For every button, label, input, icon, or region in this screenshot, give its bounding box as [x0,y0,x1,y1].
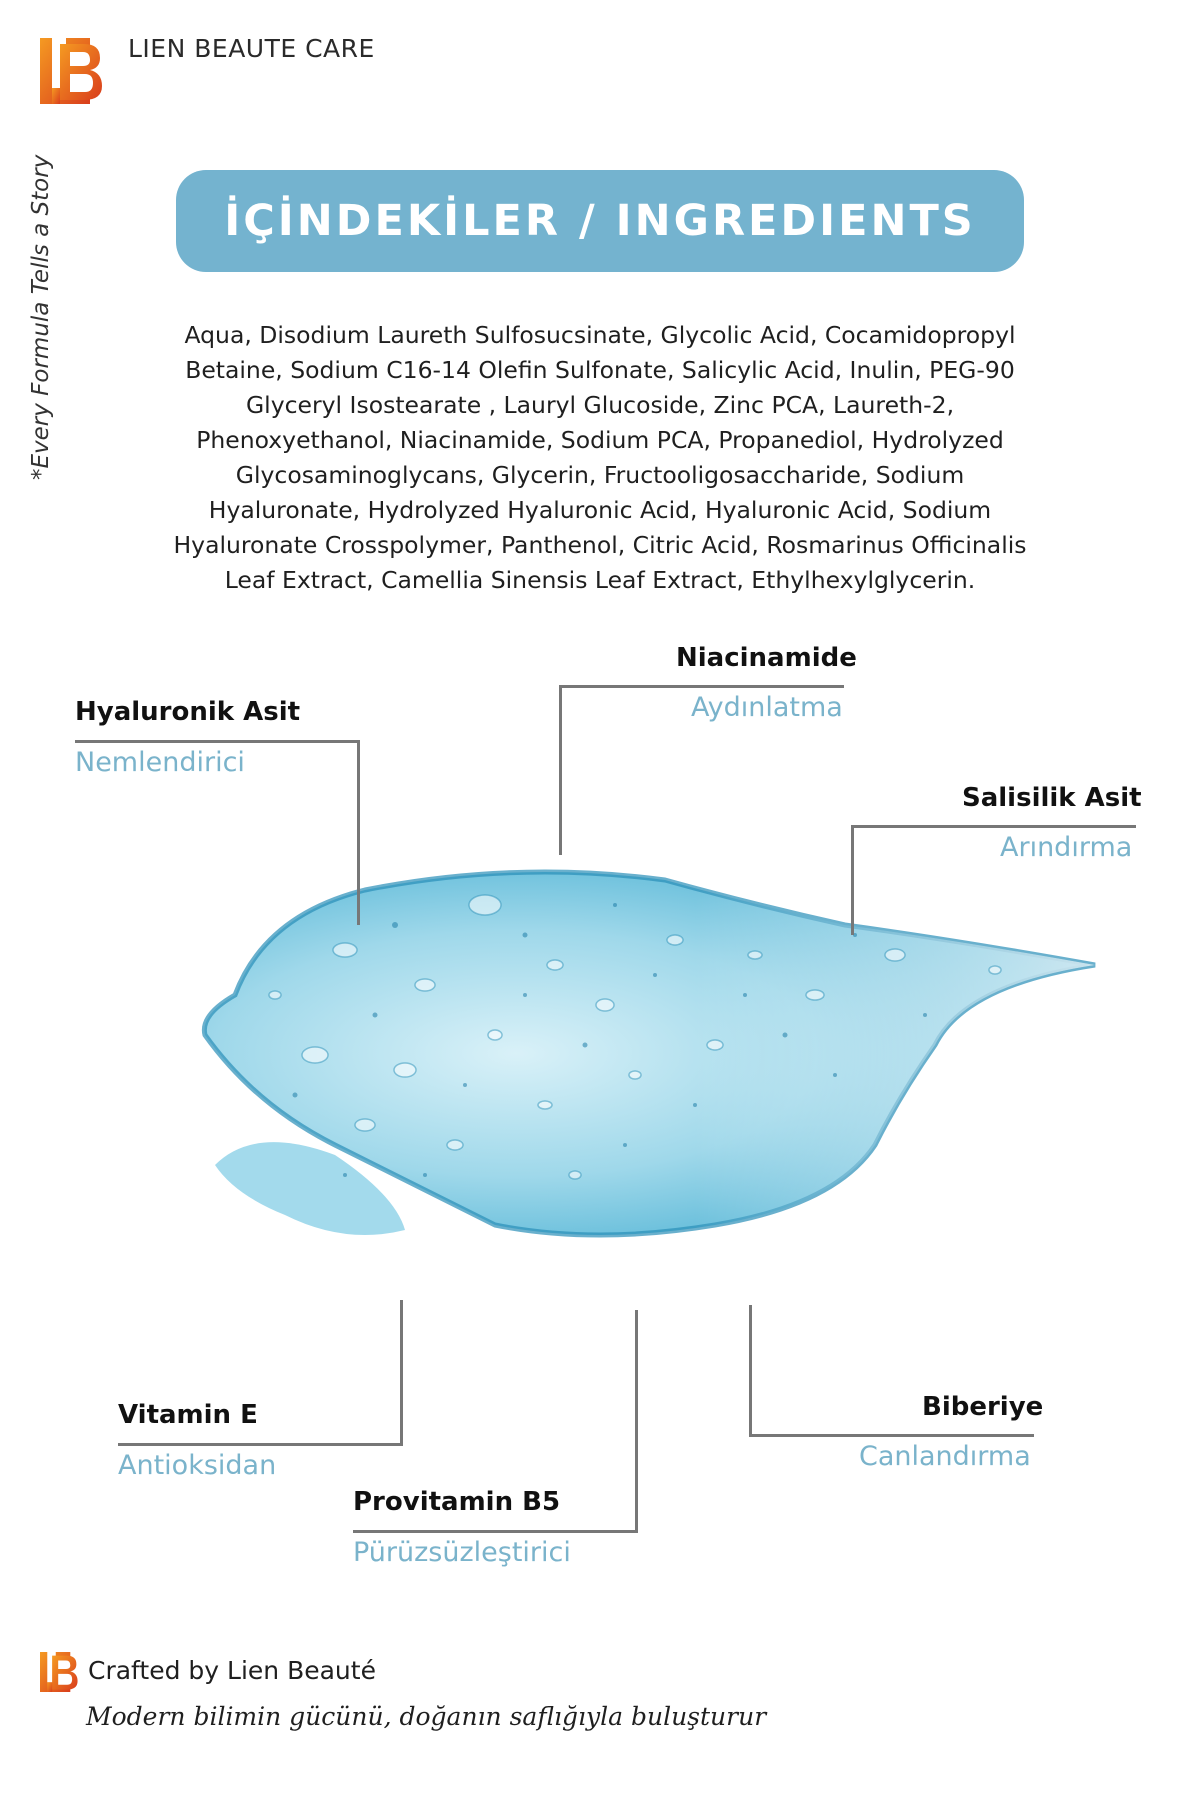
callout-name-hyaluronik-asit: Hyaluronik Asit [75,697,301,727]
connector-line [400,1300,403,1445]
connector-line [749,1434,1034,1437]
lb-logo-small-icon [40,1652,80,1692]
callout-name-vitamin-e: Vitamin E [118,1400,258,1430]
footer-credit: Crafted by Lien Beauté [88,1656,376,1685]
brand-tagline: *Every Formula Tells a Story [28,154,54,480]
connector-line [851,825,1136,828]
ingredients-list: Aqua, Disodium Laureth Sulfosucsinate, Glycolic Acid, Cocamidopropyl Betaine, Sodium C16-14 Olefin Sulfonate, Salicylic Acid, Inulin, PEG-90 Glyceryl Isostearate , Lauryl Glucoside, Zinc PCA, Laureth-2, Phenoxyethanol, Niacinamide, Sodium PCA, Propanediol, Hydrolyzed Glycosaminoglycans, Glycerin, Fructooligosaccharide, Sodium Hyaluronate, Hydrolyzed Hyaluronic Acid, Hyaluronic Acid, Sodium Hyaluronate Crosspolymer, Panthenol, Citric Acid, Rosmarinus Officinalis Leaf Extract, Camellia Sinensis Leaf Extract, Ethylhexylglycerin. [173,321,1027,594]
callout-role-niacinamide: Aydınlatma [691,692,843,723]
connector-line [559,685,844,688]
connector-line [559,685,562,855]
connector-line [635,1310,638,1532]
brand-name: LIEN BEAUTE CARE [128,34,375,63]
title-banner [176,170,1024,272]
footer-slogan: Modern bilimin gücünü, doğanın saflığıyla buluşturur [86,1702,767,1731]
callout-name-salisilik-asit: Salisilik Asit [962,783,1142,813]
callout-role-hyaluronik-asit: Nemlendirici [75,747,245,778]
callout-role-provitamin-b5: Pürüzsüzleştirici [353,1537,571,1568]
callout-role-vitamin-e: Antioksidan [118,1450,277,1481]
callout-name-biberiye: Biberiye [922,1392,1044,1422]
connector-line [749,1305,752,1436]
connector-line [851,825,854,935]
page-title: İÇİNDEKİLER / INGREDIENTS [224,196,976,246]
connector-line [75,740,360,743]
callout-role-salisilik-asit: Arındırma [1000,832,1133,863]
connector-line [118,1443,403,1446]
callout-role-biberiye: Canlandırma [859,1441,1031,1472]
connector-line [353,1530,638,1533]
gel-swatch-image [195,845,1125,1330]
callout-name-niacinamide: Niacinamide [676,643,857,673]
connector-line [357,740,360,925]
lb-logo-icon [40,38,106,104]
callout-name-provitamin-b5: Provitamin B5 [353,1487,561,1517]
